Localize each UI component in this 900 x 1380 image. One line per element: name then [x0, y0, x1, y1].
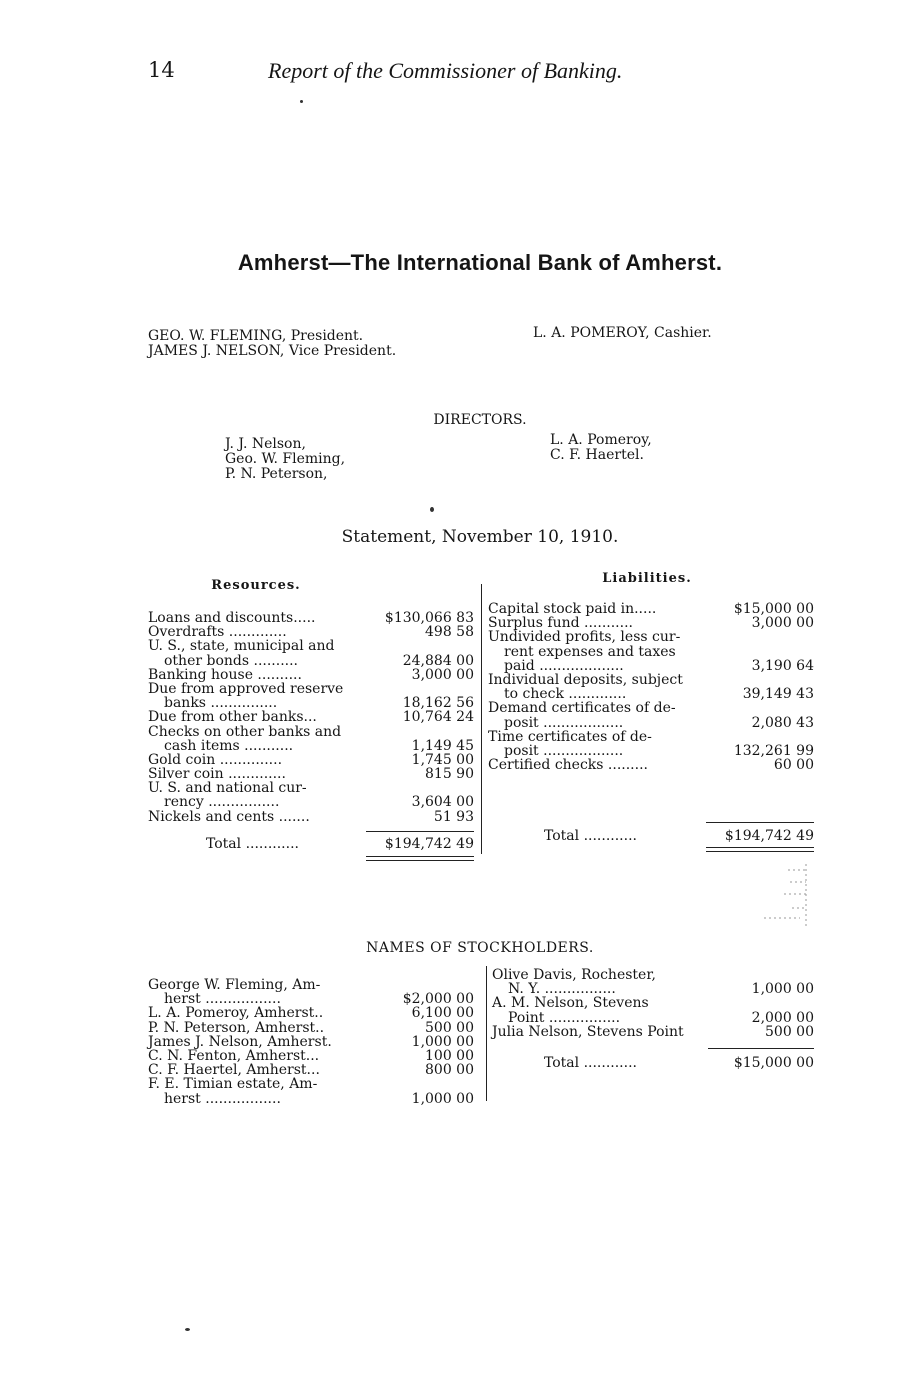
liabilities-total-amount: $194,742 49 [724, 828, 814, 844]
print-speck [430, 507, 434, 512]
liability-row-label: to check ............. [504, 686, 627, 703]
resource-row [148, 795, 474, 809]
resource-row-amount: 24,884 00 [402, 652, 474, 669]
resources-table [148, 611, 474, 824]
statement-title: Statement, November 10, 1910. [341, 527, 619, 547]
liability-row-label: Time certificates of de- [488, 728, 652, 745]
stockholder-row-label: A. M. Nelson, Stevens [492, 995, 649, 1012]
stockholder-row-label: C. F. Haertel, Amherst... [148, 1062, 320, 1079]
stockholder-row-label: F. E. Timian estate, Am- [148, 1076, 318, 1093]
resource-row-label: Loans and discounts..... [148, 610, 316, 626]
stockholders-heading: NAMES OF STOCKHOLDERS. [366, 940, 594, 956]
resource-row [148, 753, 474, 767]
page-number: 14 [148, 58, 175, 82]
stockholder-row [148, 1035, 474, 1049]
resource-row-label: Gold coin .............. [148, 751, 283, 768]
president: GEO. W. FLEMING, President. [148, 328, 364, 344]
stockholders-divider [486, 966, 487, 1101]
resource-row [148, 639, 474, 653]
liabilities-double-rule [706, 847, 814, 848]
stockholder-row-label: herst ................. [164, 991, 281, 1008]
liability-row-label: Demand certificates of de- [488, 700, 676, 717]
liability-row-amount: 60 00 [773, 757, 814, 774]
liability-row [488, 659, 814, 673]
director-name: C. F. Haertel. [550, 447, 644, 463]
directors-right [550, 433, 750, 463]
directors-heading: DIRECTORS. [433, 412, 527, 428]
resource-row-label: banks ............... [164, 695, 278, 712]
stockholder-row-amount: 1,000 00 [751, 981, 814, 998]
resource-row-amount: 18,162 56 [402, 695, 474, 712]
stockholders-total [492, 1056, 814, 1070]
director-name: J. J. Nelson, [225, 436, 306, 452]
stockholder-row [148, 1092, 474, 1106]
resource-row [148, 682, 474, 696]
vice-president: JAMES J. NELSON, Vice President. [148, 343, 397, 359]
resource-row [148, 781, 474, 795]
resource-row-amount: 51 93 [433, 808, 474, 825]
resource-row-amount: 3,604 00 [411, 794, 474, 811]
stockholder-row-label: N. Y. ................ [508, 981, 616, 998]
stockholder-row-label: herst ................. [164, 1090, 281, 1107]
bank-title: Amherst—The International Bank of Amherst. [237, 250, 723, 275]
stockholder-row-label: L. A. Pomeroy, Amherst.. [148, 1005, 324, 1022]
resource-row-amount: 498 58 [425, 624, 474, 641]
resource-row [148, 625, 474, 639]
stockholder-row-label: C. N. Fenton, Amherst... [148, 1047, 320, 1064]
officers-left [148, 329, 478, 359]
running-title: Report of the Commissioner of Banking. [268, 58, 623, 83]
resources-heading: Resources. [211, 578, 301, 593]
stockholder-row-amount: 1,000 00 [411, 1033, 474, 1050]
liability-row-label: paid ................... [504, 657, 624, 674]
stockholder-row-amount: 500 00 [765, 1023, 814, 1040]
liability-row-amount: 2,080 43 [751, 714, 814, 731]
stockholders-right [492, 968, 814, 1039]
director-name: Geo. W. Fleming, [225, 451, 346, 467]
resource-row-amount: 10,764 24 [402, 709, 474, 726]
stockholder-row [492, 1025, 814, 1039]
stockholder-row-amount: 2,000 00 [751, 1009, 814, 1026]
resource-row-label: Overdrafts ............. [148, 624, 287, 641]
resource-row-label: rency ................ [164, 794, 280, 811]
liability-row [488, 730, 814, 744]
liability-row-amount: 3,000 00 [751, 615, 814, 632]
resource-row [148, 739, 474, 753]
liability-row-label: posit .................. [504, 742, 624, 759]
stockholder-row [148, 1049, 474, 1063]
resource-row-amount: 3,000 00 [411, 666, 474, 683]
print-speck [185, 1328, 190, 1331]
resource-row-label: Due from other banks... [148, 709, 317, 726]
resource-row-amount: 815 90 [425, 766, 474, 783]
stockholder-row-amount: 100 00 [425, 1047, 474, 1064]
stockholder-row [492, 982, 814, 996]
liabilities-total-rule [706, 822, 814, 823]
resource-row-label: U. S., state, municipal and [148, 638, 335, 655]
liability-row [488, 758, 814, 772]
stockholder-row-label: P. N. Peterson, Amherst.. [148, 1019, 325, 1036]
liability-row-label: Undivided profits, less cur- [488, 629, 681, 646]
stockholder-row-amount: 500 00 [425, 1019, 474, 1036]
liabilities-total-label: Total ............ [544, 828, 637, 844]
resource-row [148, 810, 474, 824]
liability-row-label: Capital stock paid in..... [488, 601, 657, 617]
bleed-through-marks [760, 860, 812, 930]
director-name: L. A. Pomeroy, [550, 432, 652, 448]
resource-row [148, 611, 474, 625]
resource-row-amount: $130,066 83 [384, 610, 474, 626]
liability-row [488, 744, 814, 758]
resource-row-label: Silver coin ............. [148, 766, 286, 783]
resources-total [148, 837, 474, 851]
resource-row-label: Nickels and cents ....... [148, 808, 310, 825]
liability-row [488, 673, 814, 687]
stockholder-row [492, 1011, 814, 1025]
resources-total-rule [366, 831, 474, 832]
stockholder-row [492, 996, 814, 1010]
resource-row-label: other bonds .......... [164, 652, 299, 669]
liability-row-amount: 3,190 64 [751, 657, 814, 674]
resource-row-amount: 1,745 00 [411, 751, 474, 768]
resource-row-label: cash items ........... [164, 737, 294, 754]
resources-total-label: Total ............ [206, 836, 299, 852]
liability-row-label: posit .................. [504, 714, 624, 731]
liability-row-amount: $15,000 00 [733, 601, 814, 617]
resource-row-amount: 1,149 45 [411, 737, 474, 754]
resource-row [148, 725, 474, 739]
stockholder-row-amount: 800 00 [425, 1062, 474, 1079]
running-header [0, 58, 900, 88]
stockholders-total-amount: $15,000 00 [733, 1055, 814, 1071]
stockholder-row-amount: $2,000 00 [402, 991, 474, 1008]
stockholder-row [148, 1006, 474, 1020]
resource-row-label: Banking house .......... [148, 666, 302, 683]
stockholder-row [148, 1021, 474, 1035]
resource-row-label: U. S. and national cur- [148, 780, 307, 797]
liability-row [488, 687, 814, 701]
liability-row-label: Individual deposits, subject [488, 671, 683, 688]
liability-row [488, 716, 814, 730]
stockholder-row-label: Julia Nelson, Stevens Point [492, 1023, 684, 1040]
liability-row [488, 616, 814, 630]
stockholder-row-label: James J. Nelson, Amherst. [148, 1033, 332, 1050]
resource-row [148, 767, 474, 781]
director-name: P. N. Peterson, [225, 466, 328, 482]
liability-row [488, 602, 814, 616]
liability-row-amount: 39,149 43 [742, 686, 814, 703]
stockholder-row [492, 968, 814, 982]
resources-double-rule [366, 856, 474, 857]
resource-row-label: Due from approved reserve [148, 680, 344, 697]
cashier: L. A. POMEROY, Cashier. [533, 325, 712, 341]
liabilities-double-rule [706, 851, 814, 852]
resources-double-rule [366, 860, 474, 861]
directors-left [225, 437, 425, 482]
stockholder-row-label: George W. Fleming, Am- [148, 977, 321, 993]
stockholder-row [148, 1063, 474, 1077]
stockholder-row [148, 992, 474, 1006]
stockholder-row-amount: 6,100 00 [411, 1005, 474, 1022]
stockholders-left [148, 978, 474, 1106]
column-divider [481, 584, 482, 854]
resource-row [148, 696, 474, 710]
liability-row [488, 645, 814, 659]
liability-row-label: Certified checks ......... [488, 757, 648, 774]
liability-row-amount: 132,261 99 [733, 742, 814, 759]
stockholder-row [148, 978, 474, 992]
resource-row [148, 668, 474, 682]
resource-row [148, 654, 474, 668]
liability-row-label: Surplus fund ........... [488, 615, 633, 632]
stockholder-row-label: Point ................ [508, 1009, 621, 1026]
resources-total-amount: $194,742 49 [384, 836, 474, 852]
stockholders-total-rule [708, 1048, 814, 1049]
liability-row [488, 630, 814, 644]
liabilities-total [488, 829, 814, 843]
resource-row-label: Checks on other banks and [148, 723, 342, 740]
liabilities-heading: Liabilities. [602, 571, 692, 586]
liability-row [488, 701, 814, 715]
print-speck [300, 100, 303, 103]
resource-row [148, 710, 474, 724]
liabilities-table [488, 602, 814, 772]
stockholder-row [148, 1077, 474, 1091]
stockholder-row-amount: 1,000 00 [411, 1090, 474, 1107]
stockholder-row-label: Olive Davis, Rochester, [492, 967, 656, 983]
liability-row-label: rent expenses and taxes [504, 643, 676, 660]
stockholders-total-label: Total ............ [544, 1055, 637, 1071]
